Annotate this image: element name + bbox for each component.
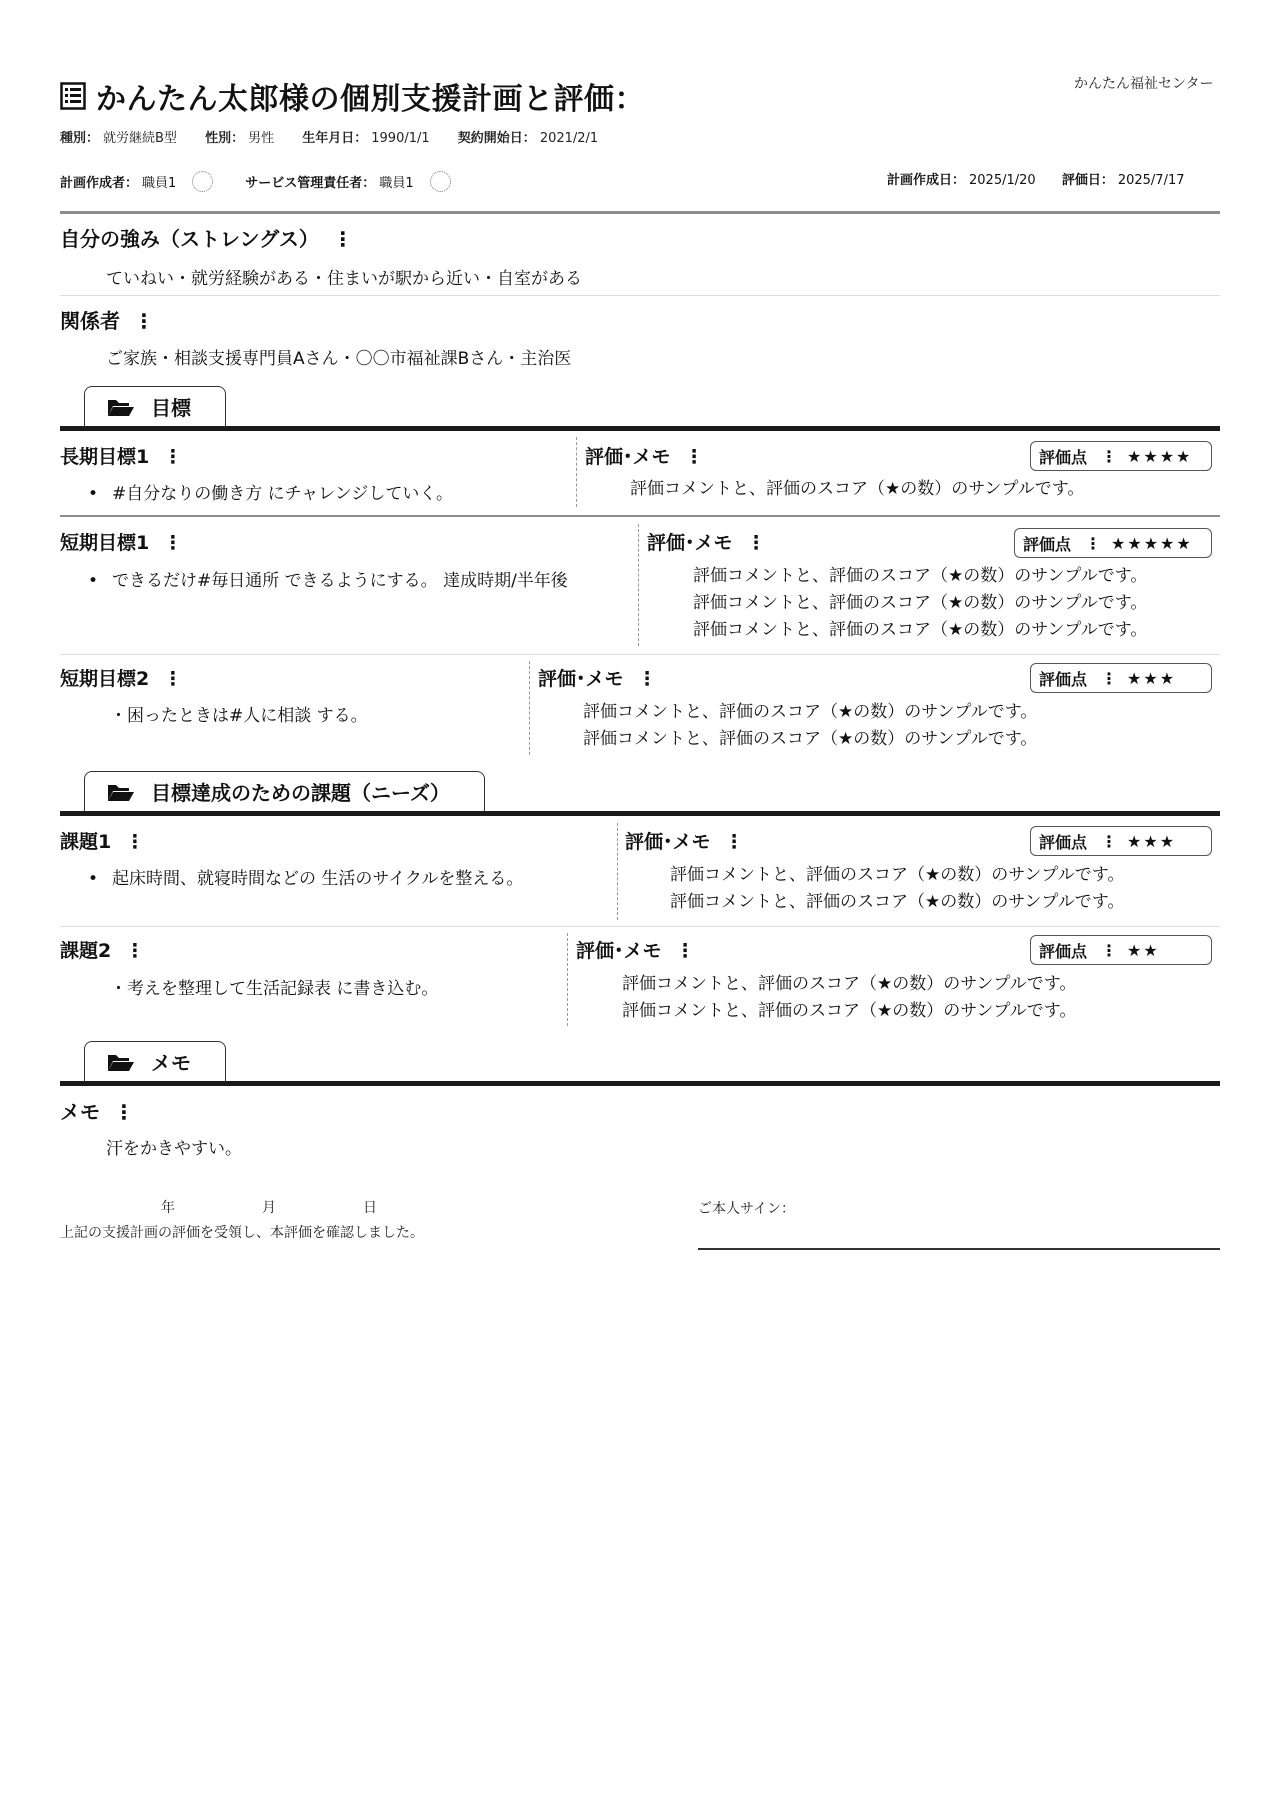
more-dots-icon: ⋮ [675,940,695,962]
section-divider [60,295,1220,296]
more-dots-icon: ⋮ [163,446,183,468]
more-dots-icon: ⋮ [724,831,744,853]
goal-divider [60,515,1220,517]
planner-value: 職員1 [142,176,177,191]
header-divider [60,211,1220,214]
eval-comments: 評価コメントと、評価のスコア（★の数）のサンプルです。 評価コメントと、評価のスコア（★の数）のサンプルです。 [622,974,1077,1021]
column-divider [638,524,639,646]
year-label: 年 [161,1200,175,1216]
plan-dates [887,169,1185,188]
more-dots-icon: ⋮ [637,668,657,690]
eval-heading: 評価･メモ ⋮ [576,940,695,962]
sex-value: 男性 [248,131,275,146]
stakeholders-text: ご家族・相談支援専門員Aさん・〇〇市福祉課Bさん・主治医 [106,349,572,369]
score-badge: 評価点 ⋮ ★★★ [1030,826,1212,856]
more-dots-icon: ⋮ [163,668,183,690]
planner-stamp-circle [192,171,213,192]
strengths-heading: 自分の強み（ストレングス） ⋮ [60,227,353,251]
eval-heading: 評価･メモ ⋮ [647,532,766,554]
contract-label: 契約開始日： [457,131,536,146]
eval-heading: 評価･メモ ⋮ [585,446,704,468]
more-dots-icon: ⋮ [163,532,183,554]
goal-heading: 短期目標2 ⋮ [60,668,183,690]
more-dots-icon: ⋮ [332,227,353,251]
kind-label: 種別： [60,131,100,146]
need-heading: 課題1 ⋮ [60,831,145,853]
folder-open-icon [107,782,135,802]
folder-open-icon [107,1052,135,1072]
memo-heading: メモ ⋮ [60,1100,134,1124]
eval-date-value: 2025/7/17 [1117,173,1185,188]
strengths-text: ていねい・就労経験がある・住まいが駅から近い・自室がある [106,269,582,289]
goal-text: ・困ったときは#人に相談 する。 [110,706,368,726]
needs-section-rule [60,811,1220,816]
need-heading: 課題2 ⋮ [60,940,145,962]
goal-text: • #自分なりの働き方 にチャレンジしていく。 [88,484,453,504]
manager-label: サービス管理責任者： [245,176,376,191]
tab-needs: 目標達成のための課題（ニーズ） [84,771,485,811]
column-divider [529,661,530,755]
need-divider [60,926,1220,927]
eval-date-label: 評価日： [1061,173,1114,188]
kind-value: 就労継続B型 [103,131,177,146]
score-badge: 評価点 ⋮ ★★★★ [1030,441,1212,471]
staff-info [60,171,483,192]
more-dots-icon: ⋮ [125,940,145,962]
eval-comments: 評価コメントと、評価のスコア（★の数）のサンプルです。 [630,479,1085,499]
manager-stamp-circle [430,171,451,192]
goal-text: • できるだけ#毎日通所 できるようにする。 達成時期/半年後 [88,571,568,591]
goal-divider [60,654,1220,655]
score-stars: ★★★★ [1127,446,1193,466]
column-divider [567,933,568,1026]
list-document-icon [60,82,86,110]
manager-value: 職員1 [379,176,414,191]
eval-comments: 評価コメントと、評価のスコア（★の数）のサンプルです。 評価コメントと、評価のスコア（★の数）のサンプルです。 [670,865,1125,912]
score-badge: 評価点 ⋮ ★★★ [1030,663,1212,693]
score-stars: ★★★ [1127,668,1177,688]
plan-date-value: 2025/1/20 [969,173,1036,188]
tab-goals: 目標 [84,386,226,426]
score-badge: 評価点 ⋮ ★★ [1030,935,1212,965]
birth-value: 1990/1/1 [371,131,430,146]
need-text: ・考えを整理して生活記録表 に書き込む。 [110,979,439,999]
planner-label: 計画作成者： [60,176,139,191]
memo-section-rule [60,1081,1220,1086]
client-info [60,127,622,146]
folder-open-icon [107,397,135,417]
eval-comments: 評価コメントと、評価のスコア（★の数）のサンプルです。 評価コメントと、評価のスコア（★の数）のサンプルです。 [583,702,1038,749]
more-dots-icon: ⋮ [134,309,154,333]
signature-line[interactable] [698,1248,1220,1250]
more-dots-icon: ⋮ [684,446,704,468]
plan-date-label: 計画作成日： [887,173,966,188]
memo-text: 汗をかきやすい。 [106,1139,242,1159]
score-stars: ★★★ [1127,831,1177,851]
column-divider [576,437,577,507]
column-divider [617,823,618,920]
more-dots-icon: ⋮ [125,831,145,853]
sex-label: 性別： [205,131,245,146]
month-label: 月 [262,1200,276,1216]
stakeholders-heading: 関係者 ⋮ [60,309,154,333]
goal-heading: 短期目標1 ⋮ [60,532,183,554]
score-badge: 評価点 ⋮ ★★★★★ [1014,528,1212,558]
more-dots-icon: ⋮ [746,532,766,554]
score-stars: ★★ [1127,940,1160,960]
day-label: 日 [363,1200,377,1216]
need-text: • 起床時間、就寝時間などの 生活のサイクルを整える。 [88,869,524,889]
eval-heading: 評価･メモ ⋮ [538,668,657,690]
score-stars: ★★★★★ [1111,533,1193,553]
organization-name: かんたん福祉センター [1074,76,1214,92]
contract-value: 2021/2/1 [539,131,599,146]
more-dots-icon: ⋮ [114,1100,134,1124]
goal-heading: 長期目標1 ⋮ [60,446,183,468]
eval-heading: 評価･メモ ⋮ [625,831,744,853]
sign-label: ご本人サイン： [698,1201,796,1217]
tab-memo: メモ [84,1041,226,1081]
page-title: かんたん太郎様の個別支援計画と評価： [96,82,645,117]
goals-section-rule [60,426,1220,431]
birth-label: 生年月日： [302,131,368,146]
confirm-text: 上記の支援計画の評価を受領し、本評価を確認しました。 [60,1225,424,1241]
title-row [60,74,645,118]
eval-comments: 評価コメントと、評価のスコア（★の数）のサンプルです。 評価コメントと、評価のスコア（★の数）のサンプルです。 評価コメントと、評価のスコア（★の数）のサンプルです。 [693,566,1148,640]
